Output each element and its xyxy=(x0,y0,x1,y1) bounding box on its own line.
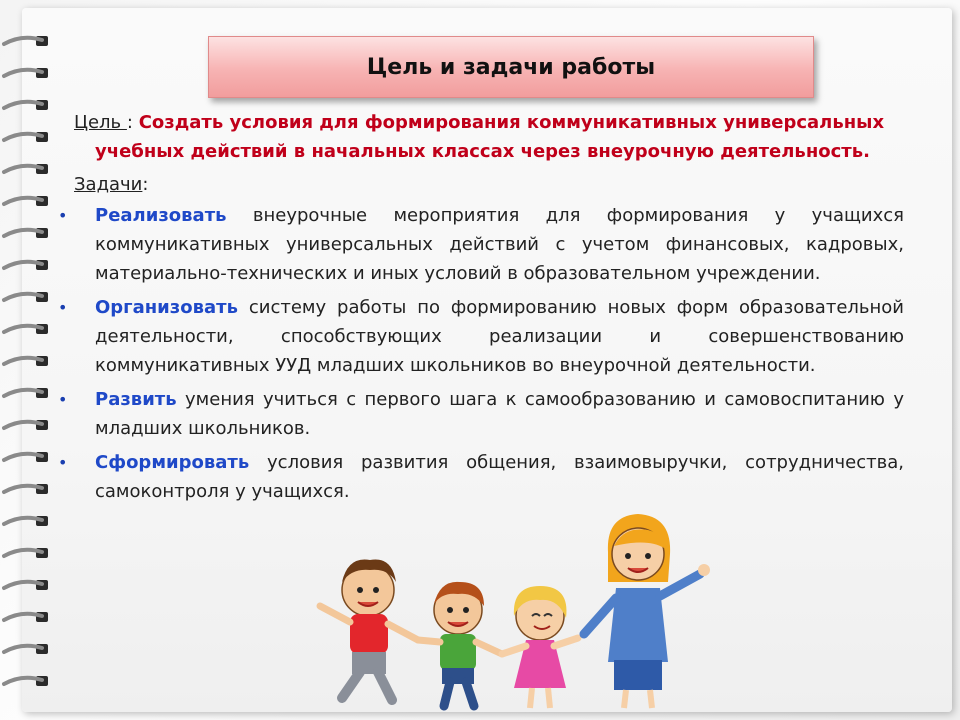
spiral-binding xyxy=(0,0,60,720)
list-item xyxy=(58,448,904,506)
bullet-icon: • xyxy=(58,453,68,472)
list-item xyxy=(58,201,904,288)
content xyxy=(58,108,904,511)
tasks-label: Задачи xyxy=(74,174,143,195)
children-illustration xyxy=(308,512,728,712)
goal-label: Цель xyxy=(74,112,127,133)
goal-line xyxy=(58,108,904,137)
bullet-icon: • xyxy=(58,298,68,317)
page-title: Цель и задачи работы xyxy=(366,54,656,80)
goal-text-2: учебных действий в начальных классах через внеурочную деятельность. xyxy=(95,141,870,162)
goal-separator: : xyxy=(126,112,139,133)
task-text: систему работы по формированию новых форм образовательной деятельности, способствующих реализации и совершенствованию коммуникативных УУД младших школьников во внеурочной деятельности. xyxy=(95,297,904,376)
bullet-icon: • xyxy=(58,390,68,409)
boy-green-shirt xyxy=(418,582,502,706)
bullet-icon: • xyxy=(58,206,68,225)
goal-text-1: Создать условия для формирования коммуникативных универсальных xyxy=(138,112,885,133)
task-keyword: Организовать xyxy=(95,297,238,318)
task-keyword: Развить xyxy=(95,389,177,410)
list-item xyxy=(58,385,904,443)
tasks-list xyxy=(58,201,904,506)
task-text: внеурочные мероприятия для формирования у учащихся коммуникативных универсальных действий с учетом финансовых, кадровых, материально-технических и иных условий в образовательном учреждении. xyxy=(95,205,904,284)
list-item xyxy=(58,293,904,380)
girl-pink-dress xyxy=(502,586,578,708)
teacher xyxy=(584,514,710,708)
task-text: условия развития общения, взаимовыручки, сотрудничества, самоконтроля у учащихся. xyxy=(95,452,904,502)
boy-red-shirt xyxy=(320,559,418,700)
tasks-heading xyxy=(58,170,904,199)
title-banner xyxy=(208,36,814,98)
task-keyword: Реализовать xyxy=(95,205,227,226)
tasks-colon: : xyxy=(142,174,149,195)
task-text: умения учиться с первого шага к самообразованию и самовоспитанию у младших школьников. xyxy=(95,389,904,439)
task-keyword: Сформировать xyxy=(95,452,250,473)
